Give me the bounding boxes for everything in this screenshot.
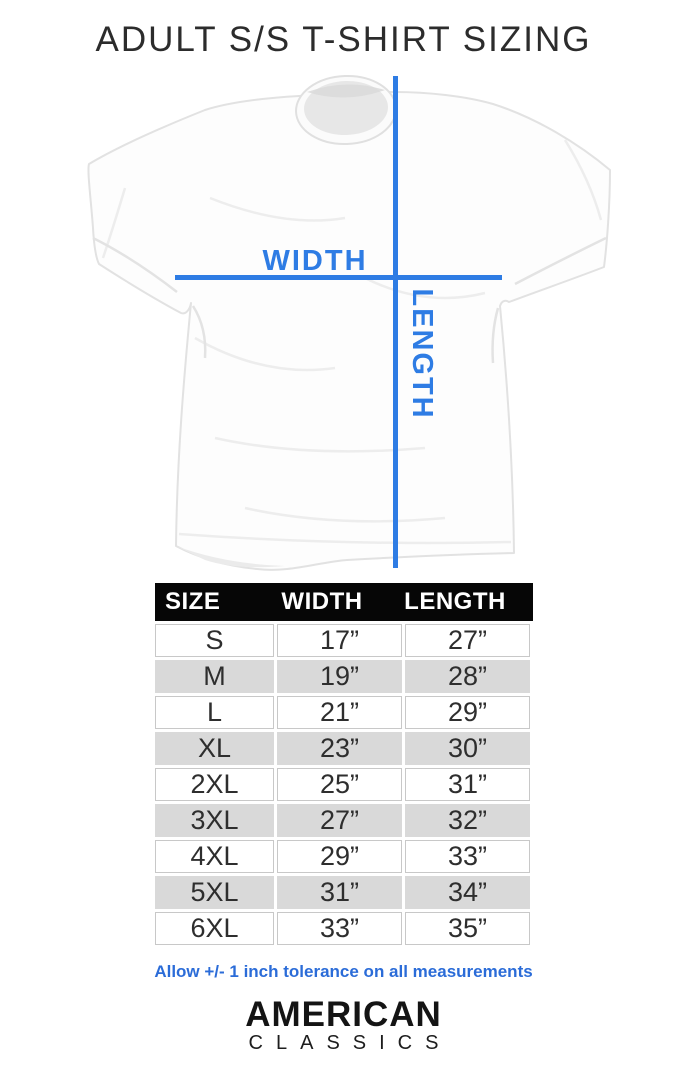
length-cell: 31” <box>405 768 530 801</box>
brand-name-primary: AMERICAN <box>245 995 442 1034</box>
brand-logo <box>0 995 687 1054</box>
width-cell: 23” <box>277 732 402 765</box>
size-cell: 3XL <box>155 804 274 837</box>
length-measure-line <box>393 76 398 568</box>
page-title: ADULT S/S T-SHIRT SIZING <box>95 20 592 59</box>
table-row <box>155 768 533 801</box>
width-label: WIDTH <box>262 245 368 277</box>
shirt-measurement-diagram <box>45 70 635 580</box>
table-row <box>155 840 533 873</box>
length-label: LENGTH <box>406 288 438 420</box>
tshirt-image <box>45 70 635 580</box>
table-row <box>155 696 533 729</box>
size-table-header <box>155 583 533 621</box>
length-cell: 28” <box>405 660 530 693</box>
size-cell: 2XL <box>155 768 274 801</box>
size-cell: M <box>155 660 274 693</box>
length-cell: 32” <box>405 804 530 837</box>
length-cell: 35” <box>405 912 530 945</box>
width-cell: 33” <box>277 912 402 945</box>
size-cell: S <box>155 624 274 657</box>
length-cell: 29” <box>405 696 530 729</box>
table-row <box>155 876 533 909</box>
length-cell: 30” <box>405 732 530 765</box>
width-cell: 25” <box>277 768 402 801</box>
size-cell: L <box>155 696 274 729</box>
brand-name-secondary: CLASSICS <box>248 1032 452 1054</box>
width-cell: 27” <box>277 804 402 837</box>
tshirt-body <box>88 92 610 570</box>
size-cell: 5XL <box>155 876 274 909</box>
table-row <box>155 804 533 837</box>
table-row <box>155 624 533 657</box>
header-cell-size: SIZE <box>165 588 221 615</box>
size-table <box>155 583 533 948</box>
width-cell: 31” <box>277 876 402 909</box>
size-cell: XL <box>155 732 274 765</box>
width-cell: 21” <box>277 696 402 729</box>
table-row <box>155 732 533 765</box>
header-cell-width: WIDTH <box>281 588 363 615</box>
size-table-body <box>155 621 533 948</box>
length-cell: 27” <box>405 624 530 657</box>
width-cell: 29” <box>277 840 402 873</box>
header-cell-length: LENGTH <box>404 588 506 615</box>
size-cell: 4XL <box>155 840 274 873</box>
tolerance-note: Allow +/- 1 inch tolerance on all measurements <box>154 962 533 981</box>
width-cell: 19” <box>277 660 402 693</box>
length-cell: 33” <box>405 840 530 873</box>
width-cell: 17” <box>277 624 402 657</box>
size-cell: 6XL <box>155 912 274 945</box>
table-row <box>155 660 533 693</box>
length-cell: 34” <box>405 876 530 909</box>
table-row <box>155 912 533 945</box>
